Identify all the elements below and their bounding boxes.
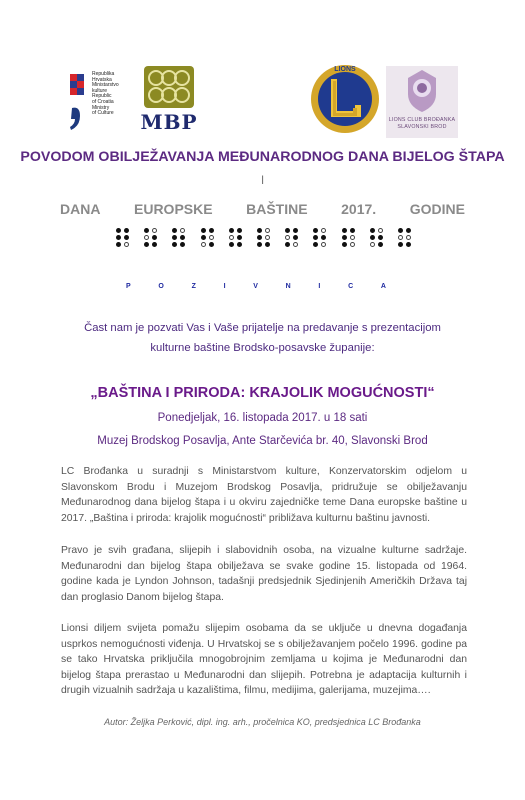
heading-word: EUROPSKE xyxy=(134,201,213,217)
braille-cell xyxy=(172,228,186,250)
braille-dot xyxy=(172,228,177,233)
invitation-intro xyxy=(0,318,525,358)
mbp-spiral-emblem-icon xyxy=(134,64,204,110)
invitation-letter: I xyxy=(223,283,226,290)
event-date: Ponedjeljak, 16. listopada 2017. u 18 sati xyxy=(157,412,368,424)
croatian-checkerboard-icon xyxy=(62,68,92,134)
invitation-letter: P xyxy=(126,283,131,290)
invitation-letter: A xyxy=(380,283,386,290)
braille-dot xyxy=(201,242,206,247)
braille-dot xyxy=(152,228,157,233)
braille-dot xyxy=(293,228,298,233)
braille-dot xyxy=(209,242,214,247)
braille-dot xyxy=(350,235,355,240)
braille-dot xyxy=(265,228,270,233)
braille-dot xyxy=(321,228,326,233)
braille-dot xyxy=(257,228,262,233)
braille-dot xyxy=(201,228,206,233)
invitation-letter: V xyxy=(253,283,258,290)
braille-dot xyxy=(406,235,411,240)
body-paragraph-2: Pravo je svih građana, slijepih i slabovidnih osoba, na vizualne kulturne sadržaje. Međunarodni dan bijelog štapa obilježava se svake godine 15. listopada od 1964. godine kada je Lyndon Johnson, tadašnji predsjednik Sjedinjenih Američkih Država taj dan proglasio Danom bijelog štapa. xyxy=(61,545,467,603)
heading-conjunction: I xyxy=(260,173,265,187)
invitation-letter: Z xyxy=(191,283,196,290)
lcb-shield-emblem-icon xyxy=(386,66,458,116)
braille-dot xyxy=(370,235,375,240)
braille-dot xyxy=(313,228,318,233)
heading-european-heritage-days xyxy=(60,201,465,217)
braille-dot xyxy=(124,242,129,247)
braille-dot xyxy=(172,235,177,240)
intro-line: kulturne baštine Brodsko-posavske županije: xyxy=(150,342,375,354)
braille-dot xyxy=(293,235,298,240)
braille-dot xyxy=(293,242,298,247)
braille-dot xyxy=(406,228,411,233)
braille-cell xyxy=(229,228,243,250)
lions-club-brodanka-logo xyxy=(386,66,458,138)
lions-emblem-icon xyxy=(309,63,381,135)
braille-dot xyxy=(285,235,290,240)
braille-dot xyxy=(124,228,129,233)
braille-dot xyxy=(285,228,290,233)
lions-international-logo xyxy=(309,63,381,135)
braille-dot xyxy=(229,242,234,247)
body-paragraph-3: Lionsi diljem svijeta pomažu slijepim osobama da se uključe u dnevna događanja usprkos nemogućnosti viđenja. U Hrvatskoj se s obilježavanjem počelo 1996. godine pa se tako Hrvatska priključila mnogobrojnim zemljama u kojima je Međunarodni dan bijelog štapa prerastao u Međunarodni dan slijepih. Potrebna je adaptacija kulturnih i drugih vizualnih sadržaja u kazalištima, filmu, medijima, galerijama, muzejima…. xyxy=(61,623,467,696)
ministry-of-culture-logo xyxy=(62,68,128,134)
invitation-letter: O xyxy=(158,283,164,290)
braille-dot xyxy=(370,228,375,233)
braille-dot xyxy=(172,242,177,247)
braille-dot xyxy=(116,235,121,240)
braille-dot xyxy=(350,242,355,247)
intro-line: Čast nam je pozvati Vas i Vaše prijatelje na predavanje s prezentacijom xyxy=(84,322,441,334)
braille-dot xyxy=(265,235,270,240)
heading-white-cane-day: POVODOM OBILJEŽAVANJA MEĐUNARODNOG DANA BIJELOG ŠTAPA xyxy=(20,149,505,165)
braille-dot xyxy=(152,235,157,240)
braille-dot xyxy=(378,235,383,240)
braille-dot xyxy=(209,228,214,233)
author-credit: Autor: Željka Perković, dipl. ing. arh., pročelnica KO, predsjednica LC Brođanka xyxy=(104,717,421,727)
event-title: „BAŠTINA I PRIRODA: KRAJOLIK MOGUĆNOSTI“ xyxy=(90,385,435,401)
event-place: Muzej Brodskog Posavlja, Ante Starčevića br. 40, Slavonski Brod xyxy=(97,435,428,447)
braille-dot xyxy=(406,242,411,247)
heading-word: DANA xyxy=(60,201,101,217)
braille-text-row xyxy=(116,228,412,250)
braille-dot xyxy=(321,242,326,247)
braille-cell xyxy=(342,228,356,250)
braille-dot xyxy=(398,242,403,247)
braille-dot xyxy=(313,242,318,247)
braille-dot xyxy=(144,228,149,233)
braille-dot xyxy=(378,228,383,233)
braille-dot xyxy=(209,235,214,240)
braille-dot xyxy=(201,235,206,240)
braille-dot xyxy=(229,235,234,240)
braille-dot xyxy=(237,242,242,247)
braille-dot xyxy=(152,242,157,247)
braille-dot xyxy=(342,228,347,233)
braille-dot xyxy=(237,235,242,240)
ministry-logo-text: Republika Hrvatska Ministarstvo kulture Republic of Croatia Ministry of Culture xyxy=(92,71,119,117)
braille-dot xyxy=(144,242,149,247)
braille-dot xyxy=(321,235,326,240)
braille-dot xyxy=(285,242,290,247)
braille-dot xyxy=(398,235,403,240)
braille-dot xyxy=(180,242,185,247)
mbp-logo-text: MBP xyxy=(140,110,198,134)
braille-dot xyxy=(378,242,383,247)
braille-dot xyxy=(342,242,347,247)
braille-dot xyxy=(257,235,262,240)
lions-logo-text: LIONS xyxy=(334,66,356,73)
braille-cell xyxy=(398,228,412,250)
mbp-museum-logo xyxy=(134,64,204,136)
heading-word: GODINE xyxy=(409,201,465,217)
body-paragraph-1: LC Brođanka u suradnji s Ministarstvom kulture, Konzervatorskim odjelom u Slavonskom Brodu i Muzejom Brodskog Posavlja, pridružuje se obilježavanju Međunarodnog dana bijelog štapa i u okviru zajedničke teme Dana europske baštine u 2017. „Baština i priroda: krajolik mogućnosti“ približava kulturnu baštinu javnosti. xyxy=(61,466,467,524)
braille-dot xyxy=(144,235,149,240)
braille-dot xyxy=(370,242,375,247)
braille-cell xyxy=(144,228,158,250)
braille-dot xyxy=(350,228,355,233)
braille-cell xyxy=(370,228,384,250)
invitation-label xyxy=(126,283,386,290)
braille-dot xyxy=(237,228,242,233)
braille-dot xyxy=(116,228,121,233)
braille-dot xyxy=(180,228,185,233)
braille-cell xyxy=(285,228,299,250)
braille-cell xyxy=(116,228,130,250)
braille-dot xyxy=(342,235,347,240)
braille-cell xyxy=(257,228,271,250)
heading-word: 2017. xyxy=(341,201,377,217)
braille-dot xyxy=(116,242,121,247)
invitation-letter: C xyxy=(348,283,354,290)
braille-dot xyxy=(313,235,318,240)
braille-dot xyxy=(257,242,262,247)
invitation-letter: N xyxy=(285,283,291,290)
braille-dot xyxy=(124,235,129,240)
braille-cell xyxy=(313,228,327,250)
heading-word: BAŠTINE xyxy=(246,201,308,217)
braille-cell xyxy=(201,228,215,250)
braille-dot xyxy=(265,242,270,247)
braille-dot xyxy=(180,235,185,240)
braille-dot xyxy=(398,228,403,233)
invitation-letter: I xyxy=(318,283,321,290)
lcb-logo-text: LIONS CLUB BROĐANKA SLAVONSKI BROD xyxy=(388,117,456,130)
braille-dot xyxy=(229,228,234,233)
